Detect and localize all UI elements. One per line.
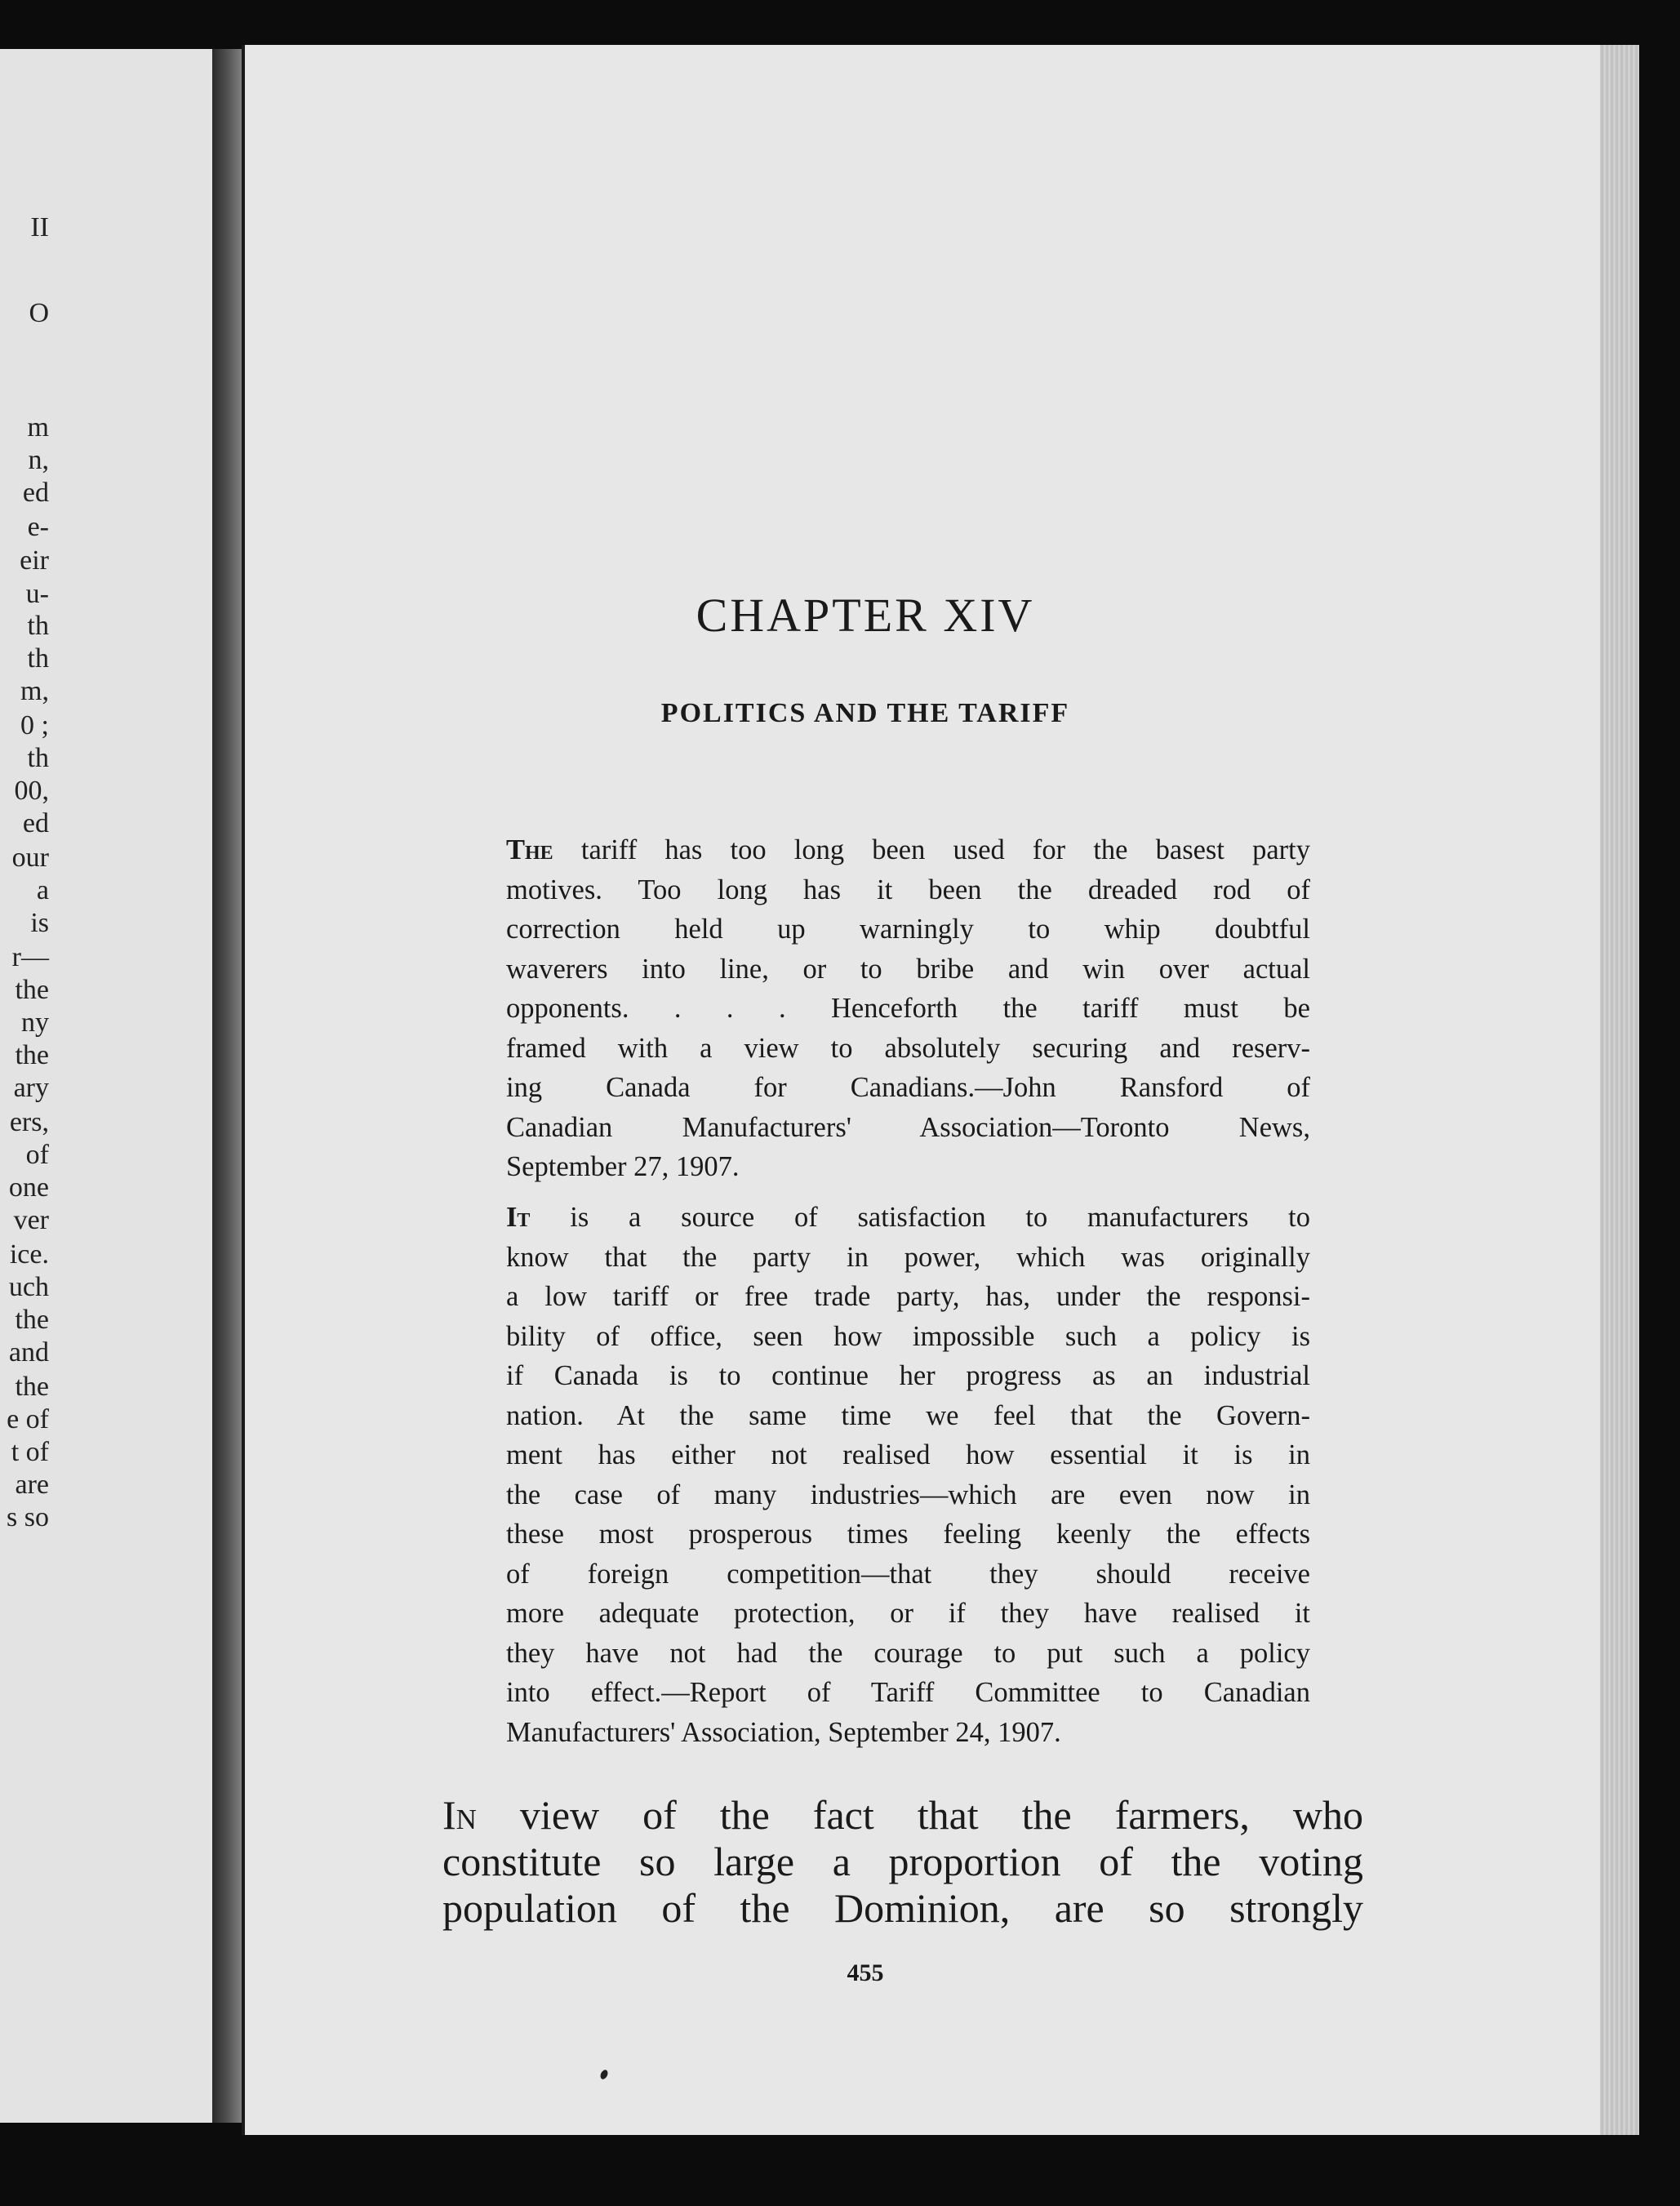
quote1-line: September 27, 1907. [506, 1151, 740, 1182]
left-page-line: m [27, 412, 49, 443]
left-page-line: and [8, 1337, 49, 1368]
chapter-title: CHAPTER XIV [696, 589, 1035, 642]
epigraph-quote-2 [506, 1198, 1310, 1752]
left-page-line: a [36, 875, 49, 905]
main-page [242, 45, 1639, 2135]
quote1-line: framed with a view to absolutely securing and reserv- [506, 1032, 1310, 1064]
quote1-line: correction held up warningly to whip doubtful [506, 914, 1310, 945]
quote1-line: waverers into line, or to bribe and win over actual [506, 953, 1310, 985]
quote2-line: a low tariff or free trade party, has, under the responsi- [506, 1281, 1310, 1312]
left-page-line: uch [8, 1272, 49, 1302]
quote2-line: more adequate protection, or if they have realised it [506, 1598, 1310, 1629]
quote2-line: It is a source of satisfaction to manufacturers to [506, 1202, 1310, 1233]
left-page-line: ed [22, 808, 49, 838]
left-page-line: u- [25, 579, 49, 609]
body-lead-word: In [442, 1792, 477, 1838]
left-page-line: r— [11, 942, 49, 972]
left-page-fragment [0, 49, 234, 2123]
quote2-line: Manufacturers' Association, September 24, 1907. [506, 1716, 1061, 1748]
left-page-line: e of [7, 1404, 49, 1434]
quote1-lead-word: The [506, 834, 553, 865]
quote2-line: if Canada is to continue her progress as an industrial [506, 1360, 1310, 1391]
left-page-line: th [27, 611, 49, 641]
left-page-line: th [27, 743, 49, 773]
epigraph-quote-1 [506, 830, 1310, 1187]
left-page-line: the [15, 1305, 49, 1335]
left-page-line: ers, [9, 1107, 49, 1137]
quote2-line: know that the party in power, which was originally [506, 1241, 1310, 1273]
body-line: In view of the fact that the farmers, who [442, 1792, 1363, 1838]
left-page-line: O [29, 298, 49, 328]
quote1-line: opponents. . . . Henceforth the tariff must be [506, 993, 1310, 1024]
body-paragraph [442, 1792, 1363, 1932]
quote2-line: the case of many industries—which are even now in [506, 1479, 1310, 1510]
left-page-line: is [30, 908, 49, 938]
left-page-line: are [15, 1470, 49, 1500]
quote2-line: ment has either not realised how essential it is in [506, 1439, 1310, 1470]
quote2-line: these most prosperous times feeling keenly the effects [506, 1519, 1310, 1550]
left-page-line: ver [13, 1205, 49, 1235]
quote1-line: motives. Too long has it been the dreaded rod of [506, 874, 1310, 905]
chapter-subtitle: POLITICS AND THE TARIFF [660, 698, 1070, 728]
left-page-line: 0 ; [20, 710, 49, 741]
left-page-line: 00, [14, 776, 49, 806]
left-page-line: ice. [9, 1239, 49, 1270]
left-page-line: the [15, 1372, 49, 1402]
left-page-line: m, [20, 676, 49, 706]
left-page-line: the [15, 975, 49, 1005]
page-number: 455 [847, 1959, 884, 1986]
quote2-line: bility of office, seen how impossible such a policy is [506, 1320, 1310, 1352]
left-page-line: eir [20, 545, 49, 576]
left-page-line: t of [11, 1437, 49, 1467]
left-page-line: our [11, 843, 49, 873]
quote2-line: nation. At the same time we feel that the Govern- [506, 1399, 1310, 1431]
book-gutter [212, 49, 245, 2123]
left-page-line: the [15, 1040, 49, 1070]
body-line: population of the Dominion, are so strongly [442, 1885, 1363, 1931]
left-page-line: II [30, 212, 49, 242]
left-page-line: ary [13, 1073, 49, 1103]
quote1-line: Canadian Manufacturers' Association—Toronto News, [506, 1111, 1310, 1143]
quote1-line: The tariff has too long been used for the basest party [506, 834, 1310, 865]
quote2-lead-word: It [506, 1202, 531, 1233]
left-page-line: s so [7, 1502, 49, 1532]
left-page-line: e- [27, 512, 49, 542]
quote2-line: into effect.—Report of Tariff Committee to Canadian [506, 1677, 1310, 1708]
quote2-line: they have not had the courage to put such a policy [506, 1637, 1310, 1669]
left-page-line: one [8, 1172, 49, 1203]
left-page-line: n, [28, 445, 49, 475]
page-edge [1600, 45, 1639, 2135]
quote2-line: of foreign competition—that they should receive [506, 1558, 1310, 1590]
quote1-line: ing Canada for Canadians.—John Ransford of [506, 1072, 1310, 1103]
body-line: constitute so large a proportion of the voting [442, 1839, 1363, 1884]
left-page-line: ed [22, 478, 49, 508]
left-page-line: of [25, 1140, 49, 1170]
left-page-line: th [27, 643, 49, 674]
left-page-line: ny [21, 1007, 49, 1038]
ink-speck [599, 2069, 609, 2080]
